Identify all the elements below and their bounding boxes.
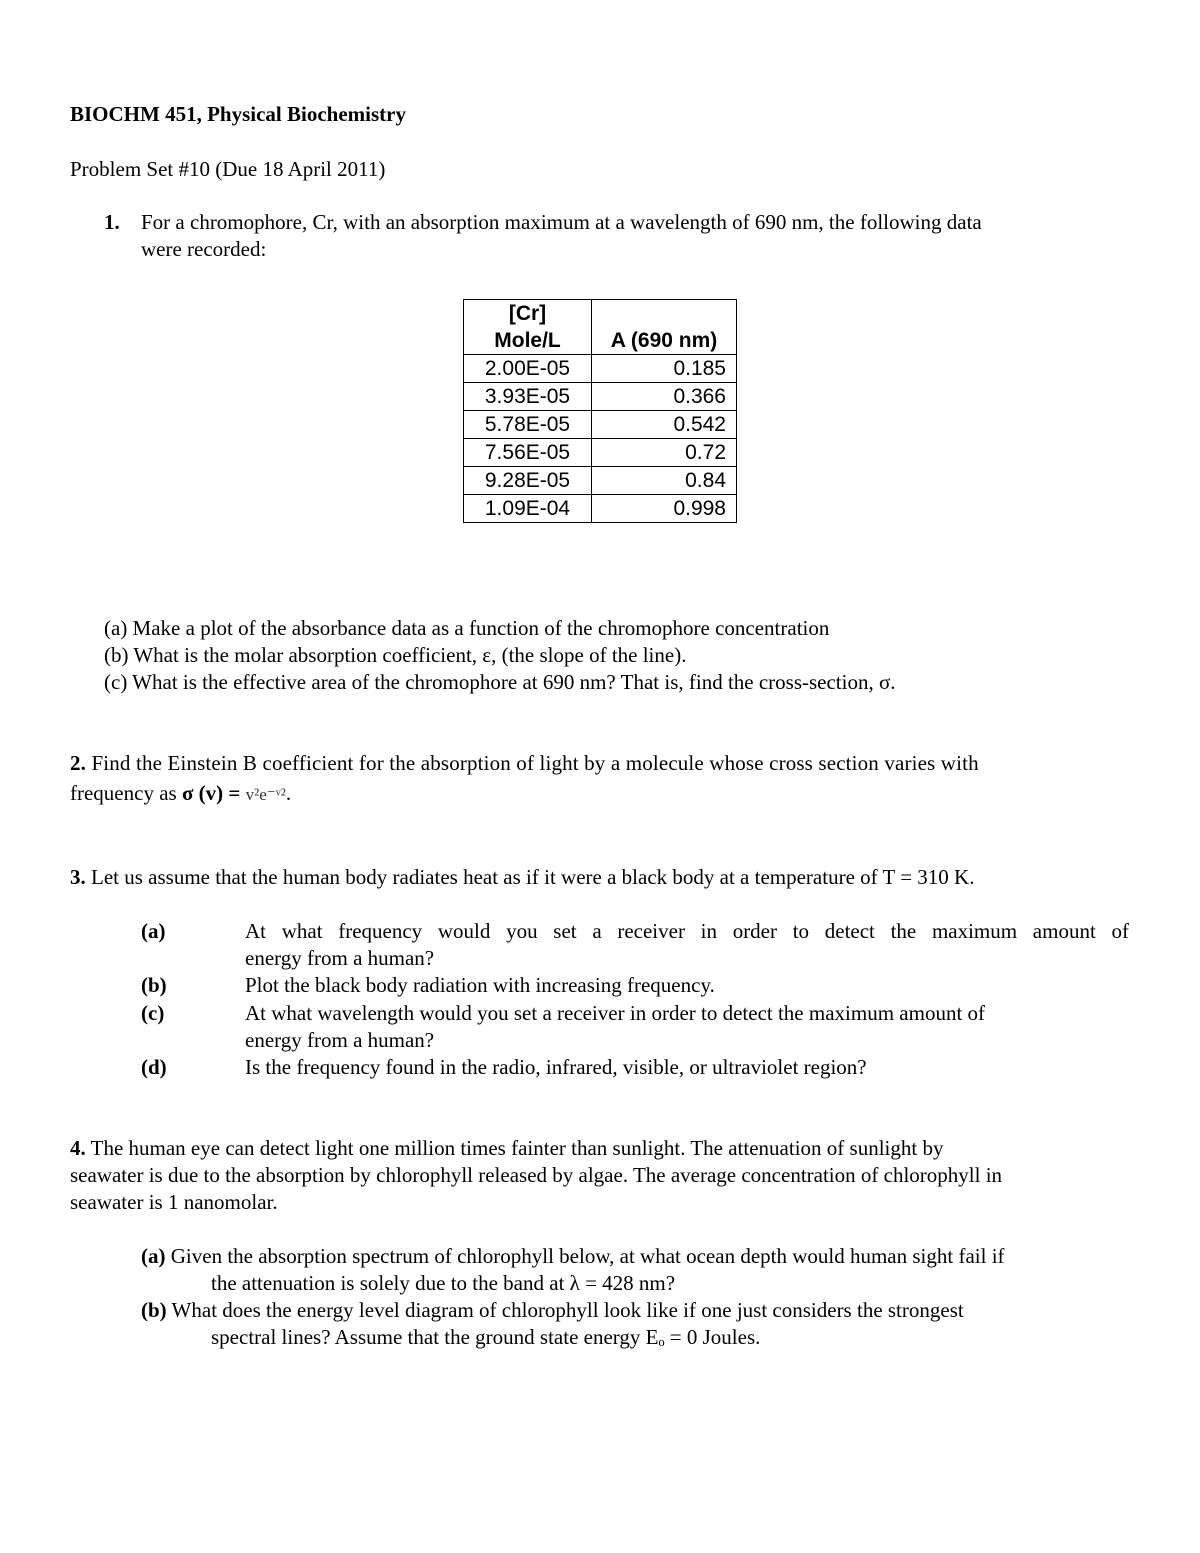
abs-cell: 0.84 bbox=[592, 467, 737, 495]
col1-header-line1: [Cr] bbox=[508, 302, 547, 325]
q3-text-line bbox=[70, 864, 974, 891]
q4-line2: seawater is due to the absorption by chlorophyll released by algae. The average concentration of chlorophyll in bbox=[70, 1163, 1003, 1187]
conc-cell: 1.09E-04 bbox=[464, 495, 592, 523]
abs-cell: 0.366 bbox=[592, 383, 737, 411]
q4-line3: seawater is 1 nanomolar. bbox=[70, 1190, 278, 1214]
q1-part-a: (a) Make a plot of the absorbance data as a function of the chromophore concentration bbox=[104, 616, 830, 640]
q2-text: Find the Einstein B coefficient for the absorption of light by a molecule whose cross section varies with bbox=[91, 751, 979, 775]
q3-text: Let us assume that the human body radiates heat as if it were a black body at a temperature of T = 310 K. bbox=[91, 865, 975, 889]
q4-line1 bbox=[70, 1135, 943, 1162]
q3-part-a-line2: energy from a human? bbox=[245, 946, 435, 970]
table-row bbox=[464, 467, 737, 495]
q4-part-a-line2: the attenuation is solely due to the band at λ = 428 nm? bbox=[211, 1271, 676, 1295]
q3-part-a-line1: At what frequency would you set a receiver in order to detect the maximum amount of bbox=[245, 919, 1129, 943]
q2-frequency-prefix: frequency as bbox=[70, 781, 177, 805]
col-concentration-header bbox=[464, 300, 592, 355]
q2-formula-lhs: σ (v) = bbox=[181, 781, 241, 805]
q3-part-c-line2: energy from a human? bbox=[245, 1028, 435, 1052]
q1-part-c: (c) What is the effective area of the chromophore at 690 nm? That is, find the cross-section, σ. bbox=[104, 670, 896, 694]
q3-part-b-line1: Plot the black body radiation with increasing frequency. bbox=[245, 973, 715, 997]
table-row bbox=[464, 495, 737, 523]
q2-formula-rhs: v²e⁻ᵛ² bbox=[245, 785, 286, 804]
q1-text-line1: For a chromophore, Cr, with an absorption maximum at a wavelength of 690 nm, the following data bbox=[141, 210, 982, 234]
q3-part-c-line1: At what wavelength would you set a receiver in order to detect the maximum amount of bbox=[245, 1001, 986, 1025]
conc-cell: 7.56E-05 bbox=[464, 439, 592, 467]
q3-part-c-label: (c) bbox=[141, 1001, 165, 1025]
q1-text-line2: were recorded: bbox=[141, 237, 267, 261]
table-row bbox=[464, 355, 737, 383]
q4-number: 4. bbox=[70, 1136, 86, 1160]
q4-part-b-line2: spectral lines? Assume that the ground state energy Eₒ = 0 Joules. bbox=[211, 1325, 761, 1349]
q3-part-d-label: (d) bbox=[141, 1055, 167, 1079]
conc-cell: 3.93E-05 bbox=[464, 383, 592, 411]
q3-part-b-label: (b) bbox=[141, 973, 167, 997]
abs-cell: 0.185 bbox=[592, 355, 737, 383]
q2-period: . bbox=[285, 781, 292, 805]
q2-number: 2. bbox=[70, 751, 87, 775]
conc-cell: 2.00E-05 bbox=[464, 355, 592, 383]
table-header-row bbox=[464, 300, 737, 355]
col1-header-line2: Mole/L bbox=[494, 329, 561, 352]
q4-part-b-text1: What does the energy level diagram of chlorophyll look like if one just considers the strongest bbox=[171, 1298, 964, 1322]
table-row bbox=[464, 439, 737, 467]
q4-part-a-text1: Given the absorption spectrum of chlorophyll below, at what ocean depth would human sight fail if bbox=[170, 1244, 1005, 1268]
q1-part-b: (b) What is the molar absorption coefficient, ε, (the slope of the line). bbox=[104, 643, 687, 667]
col-absorbance-header: A (690 nm) bbox=[592, 300, 737, 355]
course-title: BIOCHM 451, Physical Biochemistry bbox=[70, 102, 406, 126]
absorbance-data-table bbox=[463, 299, 737, 523]
q4-part-b-line1 bbox=[141, 1297, 964, 1324]
q3-number: 3. bbox=[70, 865, 86, 889]
abs-cell: 0.72 bbox=[592, 439, 737, 467]
abs-cell: 0.998 bbox=[592, 495, 737, 523]
q2-text-line2 bbox=[70, 780, 291, 808]
q4-part-a-line1 bbox=[141, 1243, 1005, 1270]
q1-number: 1. bbox=[104, 210, 120, 234]
q3-part-a-label: (a) bbox=[141, 919, 166, 943]
q3-part-d-line1: Is the frequency found in the radio, infrared, visible, or ultraviolet region? bbox=[245, 1055, 867, 1079]
conc-cell: 9.28E-05 bbox=[464, 467, 592, 495]
table-row bbox=[464, 411, 737, 439]
q2-text-line1 bbox=[70, 750, 1130, 777]
conc-cell: 5.78E-05 bbox=[464, 411, 592, 439]
q4-text-line1: The human eye can detect light one million times fainter than sunlight. The attenuation of sunlight by bbox=[90, 1136, 944, 1160]
q4-part-a-label: (a) bbox=[141, 1244, 166, 1268]
abs-cell: 0.542 bbox=[592, 411, 737, 439]
table-row bbox=[464, 383, 737, 411]
q4-part-b-label: (b) bbox=[141, 1298, 167, 1322]
problem-set-title: Problem Set #10 (Due 18 April 2011) bbox=[70, 157, 386, 181]
